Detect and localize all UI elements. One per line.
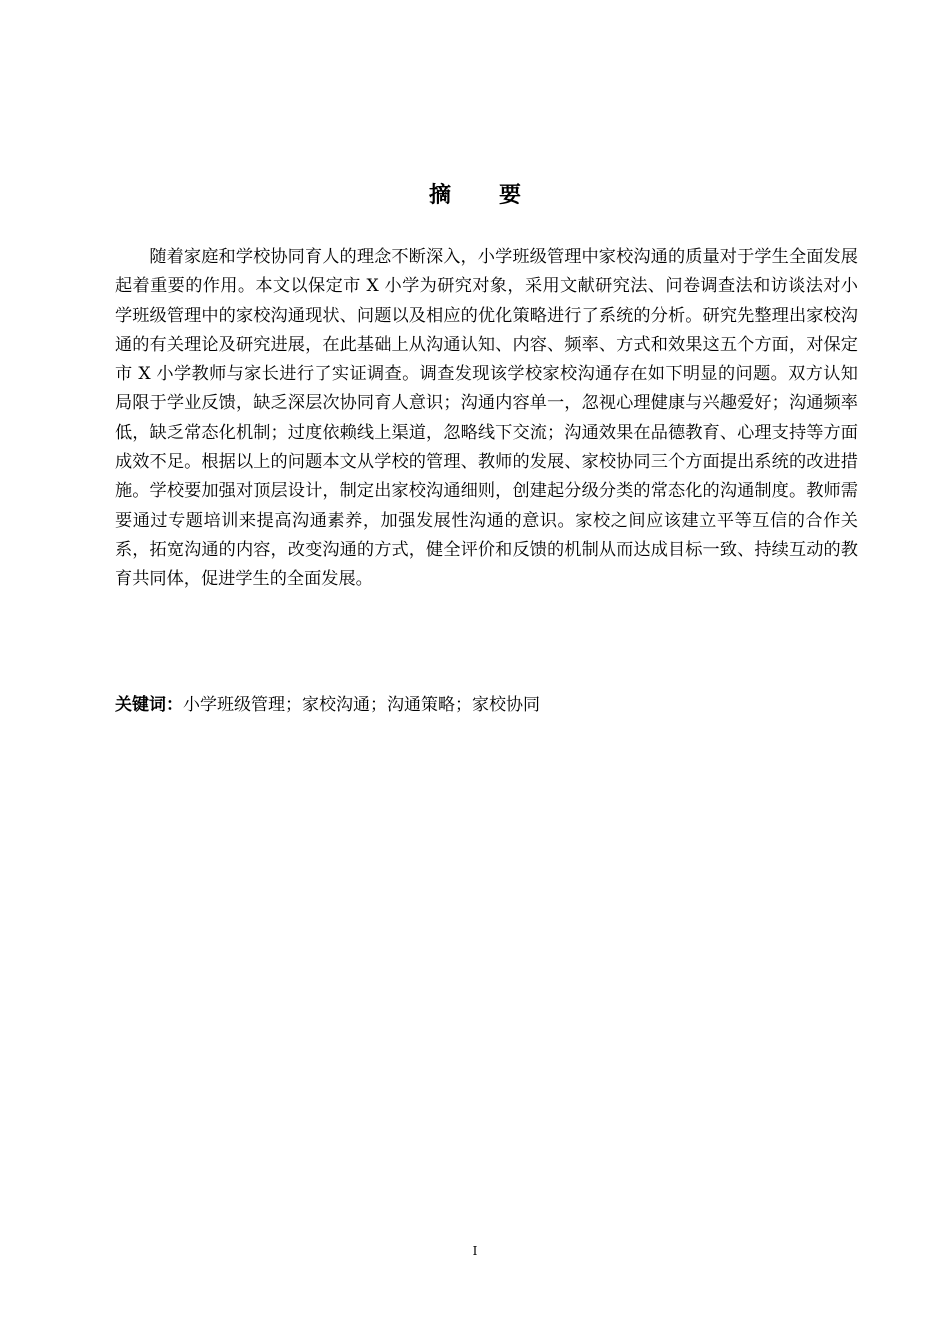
keywords-line — [115, 691, 858, 720]
keywords-text: 小学班级管理；家校沟通；沟通策略；家校协同 — [183, 695, 540, 715]
page-number: I — [472, 1244, 478, 1258]
keywords-label: 关键词： — [115, 695, 183, 715]
title-char-2: 要 — [499, 183, 522, 208]
abstract-paragraph: 随着家庭和学校协同育人的理念不断深入，小学班级管理中家校沟通的质量对于学生全面发展起着重要的作用。本文以保定市 X 小学为研究对象，采用文献研究法、问卷调查法和访谈法对小学班级管理中的家校沟通现状、问题以及相应的优化策略进行了系统的分析。研究先整理出家校沟通的有关理论及研究进展，在此基础上从沟通认知、内容、频率、方式和效果这五个方面，对保定市 X 小学教师与家长进行了实证调查。调查发现该学校家校沟通存在如下明显的问题。双方认知局限于学业反馈，缺乏深层次协同育人意识；沟通内容单一，忽视心理健康与兴趣爱好；沟通频率低，缺乏常态化机制；过度依赖线上渠道，忽略线下交流；沟通效果在品德教育、心理支持等方面成效不足。根据以上的问题本文从学校的管理、教师的发展、家校协同三个方面提出系统的改进措施。学校要加强对顶层设计，制定出家校沟通细则，创建起分级分类的常态化的沟通制度。教师需要通过专题培训来提高沟通素养，加强发展性沟通的意识。家校之间应该建立平等互信的合作关系，拓宽沟通的内容，改变沟通的方式，健全评价和反馈的机制从而达成目标一致、持续互动的教育共同体，促进学生的全面发展。 — [115, 247, 858, 590]
title-char-1: 摘 — [428, 183, 451, 208]
abstract-title — [0, 178, 950, 209]
